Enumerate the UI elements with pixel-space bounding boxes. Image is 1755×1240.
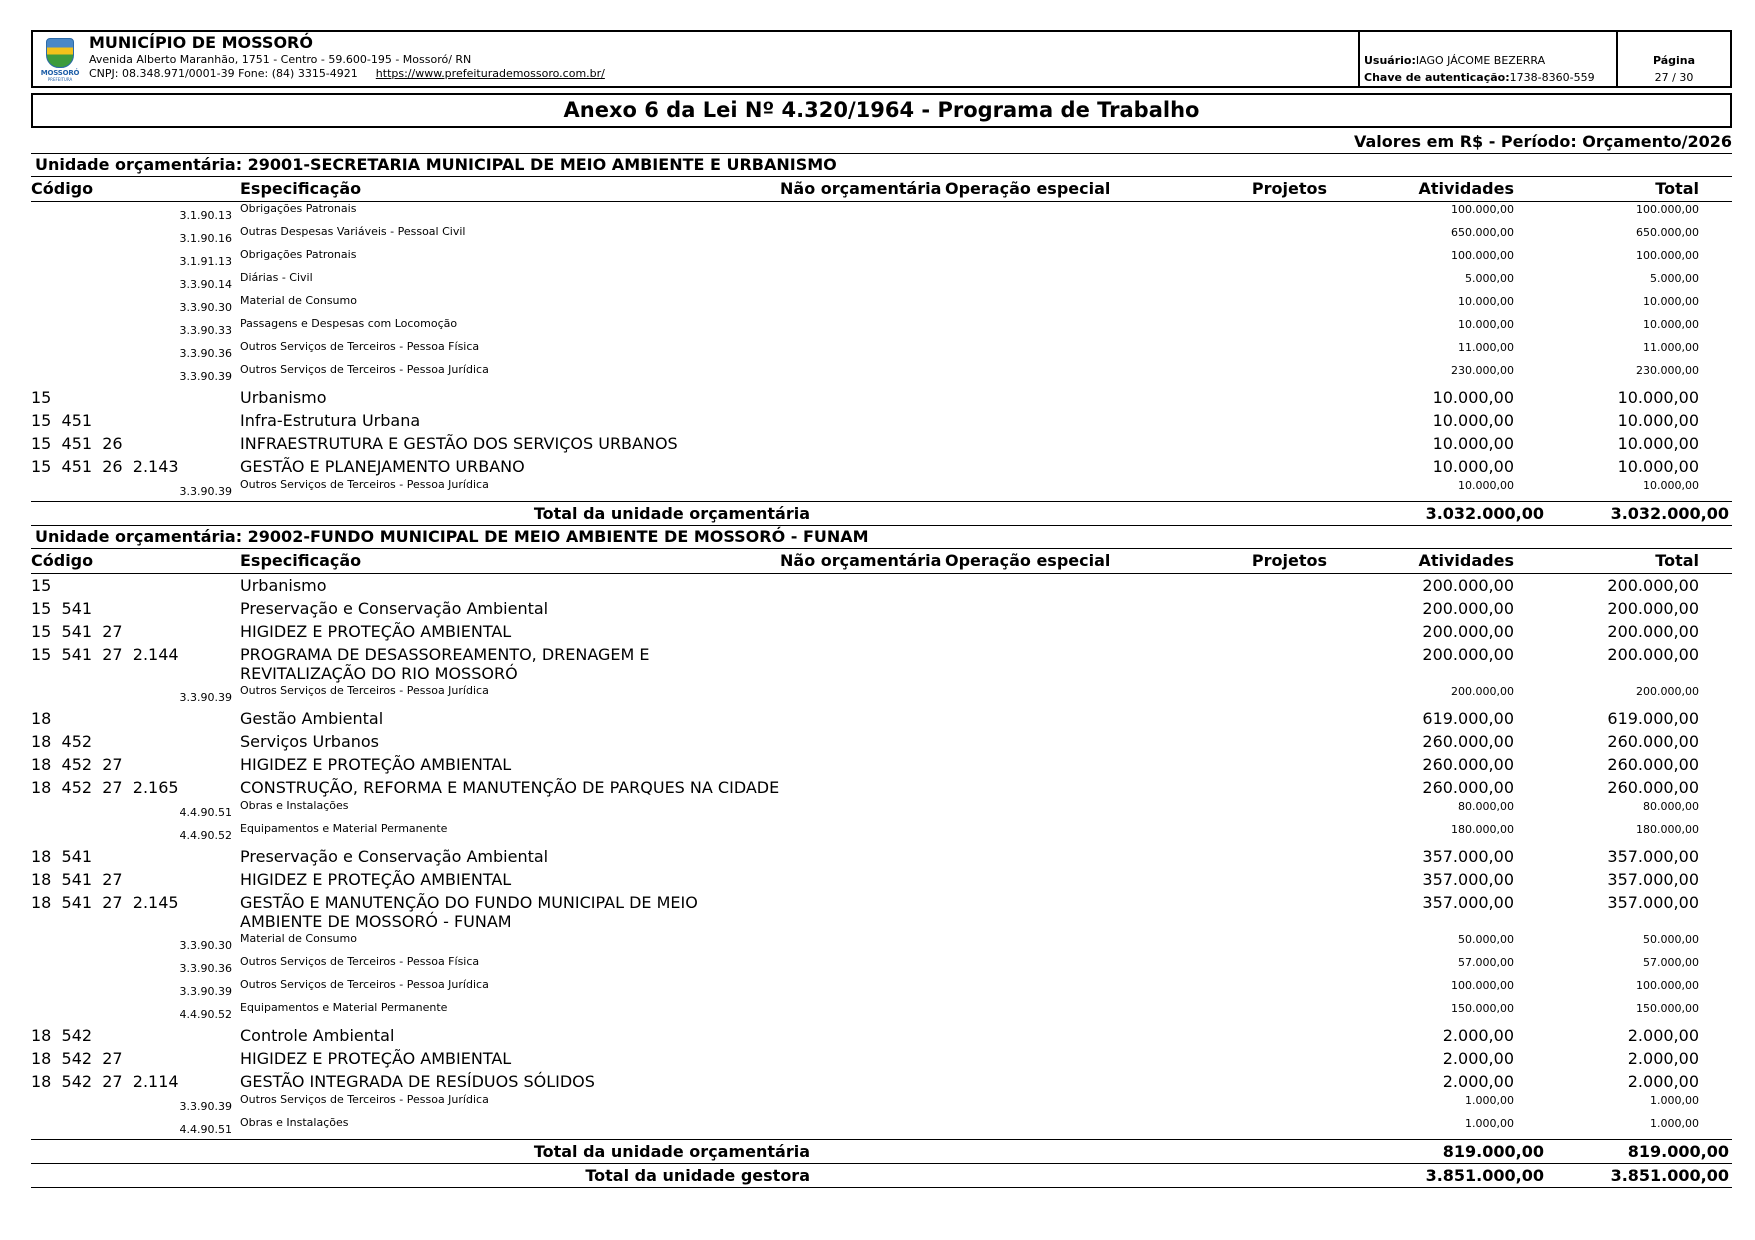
row-atividades: 10.000,00	[1432, 388, 1514, 407]
row-atividades: 357.000,00	[1422, 893, 1514, 912]
row-total: 200.000,00	[1636, 685, 1699, 698]
report-page	[31, 30, 1732, 1188]
report-header	[31, 30, 1732, 88]
program-row	[31, 1024, 1732, 1047]
program-row	[31, 707, 1732, 730]
program-row	[31, 730, 1732, 753]
program-row	[31, 1047, 1732, 1070]
row-specification: INFRAESTRUTURA E GESTÃO DOS SERVIÇOS URBANOS	[240, 434, 678, 453]
row-total: 1.000,00	[1650, 1094, 1699, 1107]
column-header-op-esp: Operação especial	[945, 551, 1111, 570]
row-total: 10.000,00	[1617, 388, 1699, 407]
row-code: 15	[31, 576, 52, 595]
expense-element-row	[31, 248, 1732, 271]
page-label: Página	[1652, 54, 1696, 67]
row-total: 10.000,00	[1643, 318, 1699, 331]
expense-element-row	[31, 822, 1732, 845]
expense-element-row	[31, 978, 1732, 1001]
row-atividades: 2.000,00	[1442, 1026, 1514, 1045]
row-code: 3.3.90.39	[179, 985, 232, 998]
row-total: 10.000,00	[1617, 457, 1699, 476]
row-total: 150.000,00	[1636, 1002, 1699, 1015]
page-info	[1616, 32, 1730, 86]
row-specification: Outros Serviços de Terceiros - Pessoa Física	[240, 340, 480, 353]
program-row	[31, 597, 1732, 620]
row-code: 3.3.90.30	[179, 939, 232, 952]
coat-of-arms-icon	[46, 38, 74, 68]
row-specification: Outros Serviços de Terceiros - Pessoa Jurídica	[240, 363, 489, 376]
row-specification: Diárias - Civil	[240, 271, 313, 284]
expense-element-row	[31, 1001, 1732, 1024]
unit-total-row	[31, 501, 1732, 525]
row-atividades: 57.000,00	[1458, 956, 1514, 969]
row-specification: Serviços Urbanos	[240, 732, 380, 751]
row-code: 18 541 27 2.145	[31, 893, 179, 912]
row-specification: Outros Serviços de Terceiros - Pessoa Jurídica	[240, 978, 489, 991]
row-total: 100.000,00	[1636, 249, 1699, 262]
row-specification: Preservação e Conservação Ambiental	[240, 599, 549, 618]
row-atividades: 80.000,00	[1458, 800, 1514, 813]
logo-text: MOSSORÓ	[40, 69, 80, 77]
expense-element-row	[31, 684, 1732, 707]
row-code: 3.3.90.39	[179, 485, 232, 498]
row-code: 3.3.90.39	[179, 691, 232, 704]
row-code: 18 541	[31, 847, 93, 866]
expense-element-row	[31, 340, 1732, 363]
row-total: 200.000,00	[1607, 645, 1699, 664]
row-code: 18 452 27 2.165	[31, 778, 179, 797]
cnpj-phone: CNPJ: 08.348.971/0001-39 Fone: (84) 3315-4921	[89, 66, 358, 80]
row-code: 3.3.90.39	[179, 1100, 232, 1113]
row-code: 15 541 27 2.144	[31, 645, 179, 664]
row-atividades: 50.000,00	[1458, 933, 1514, 946]
row-total: 11.000,00	[1643, 341, 1699, 354]
row-specification: HIGIDEZ E PROTEÇÃO AMBIENTAL	[240, 755, 512, 774]
unit-total-row	[31, 1139, 1732, 1163]
row-specification: HIGIDEZ E PROTEÇÃO AMBIENTAL	[240, 1049, 512, 1068]
unit-total-atividades: 819.000,00	[1442, 1142, 1544, 1161]
column-header-code: Código	[31, 551, 94, 570]
row-code: 18 452 27	[31, 755, 123, 774]
row-code: 3.3.90.33	[179, 324, 232, 337]
program-row	[31, 776, 1732, 799]
row-total: 357.000,00	[1607, 847, 1699, 866]
row-code: 3.3.90.36	[179, 962, 232, 975]
row-specification: Passagens e Despesas com Locomoção	[240, 317, 458, 330]
row-code: 3.1.90.16	[179, 232, 232, 245]
unit-total-total: 3.032.000,00	[1610, 504, 1729, 523]
row-specification: HIGIDEZ E PROTEÇÃO AMBIENTAL	[240, 870, 512, 889]
row-atividades: 10.000,00	[1432, 411, 1514, 430]
row-atividades: 357.000,00	[1422, 870, 1514, 889]
program-row	[31, 455, 1732, 478]
row-atividades: 1.000,00	[1465, 1117, 1514, 1130]
gestora-total-row	[31, 1163, 1732, 1188]
row-specification: GESTÃO INTEGRADA DE RESÍDUOS SÓLIDOS	[240, 1072, 595, 1091]
org-info	[33, 32, 1358, 86]
row-code: 4.4.90.51	[179, 806, 232, 819]
row-atividades: 10.000,00	[1458, 479, 1514, 492]
row-total: 200.000,00	[1607, 599, 1699, 618]
row-atividades: 5.000,00	[1465, 272, 1514, 285]
program-row	[31, 643, 1732, 684]
expense-element-row	[31, 1116, 1732, 1139]
row-specification: Controle Ambiental	[240, 1026, 395, 1045]
row-atividades: 100.000,00	[1451, 203, 1514, 216]
row-code: 3.1.90.13	[179, 209, 232, 222]
unit-total-label: Total da unidade orçamentária	[533, 1142, 810, 1161]
expense-element-row	[31, 294, 1732, 317]
row-specification: Material de Consumo	[240, 932, 357, 945]
column-headers	[31, 548, 1732, 574]
row-total: 10.000,00	[1617, 411, 1699, 430]
gestora-total-total: 3.851.000,00	[1610, 1166, 1729, 1185]
page-number: 27 / 30	[1654, 71, 1694, 85]
row-code: 15	[31, 388, 52, 407]
row-atividades: 10.000,00	[1458, 318, 1514, 331]
column-header-projetos: Projetos	[1251, 179, 1327, 198]
row-atividades: 10.000,00	[1458, 295, 1514, 308]
row-code: 4.4.90.52	[179, 829, 232, 842]
row-code: 4.4.90.52	[179, 1008, 232, 1021]
row-atividades: 100.000,00	[1451, 249, 1514, 262]
column-header-spec: Especificação	[240, 551, 362, 570]
row-code: 3.3.90.14	[179, 278, 232, 291]
row-total: 100.000,00	[1636, 203, 1699, 216]
row-code: 3.3.90.39	[179, 370, 232, 383]
column-header-op-esp: Operação especial	[945, 179, 1111, 198]
row-code: 18 542 27	[31, 1049, 123, 1068]
row-specification: Urbanismo	[240, 576, 327, 595]
program-row	[31, 409, 1732, 432]
unit-heading: Unidade orçamentária: 29002-FUNDO MUNICIPAL DE MEIO AMBIENTE DE MOSSORÓ - FUNAM	[31, 525, 1732, 548]
gestora-total-label: Total da unidade gestora	[585, 1166, 810, 1185]
report-title: Anexo 6 da Lei Nº 4.320/1964 - Programa de Trabalho	[31, 93, 1732, 128]
unit-heading: Unidade orçamentária: 29001-SECRETARIA MUNICIPAL DE MEIO AMBIENTE E URBANISMO	[31, 153, 1732, 176]
row-code: 15 541	[31, 599, 93, 618]
column-header-atividades: Atividades	[1418, 551, 1514, 570]
row-code: 15 541 27	[31, 622, 123, 641]
row-total: 230.000,00	[1636, 364, 1699, 377]
org-address: Avenida Alberto Maranhão, 1751 - Centro - 59.600-195 - Mossoró/ RN	[89, 52, 472, 66]
row-total: 260.000,00	[1607, 732, 1699, 751]
row-atividades: 100.000,00	[1451, 979, 1514, 992]
program-row	[31, 753, 1732, 776]
row-specification: Material de Consumo	[240, 294, 357, 307]
row-total: 200.000,00	[1607, 622, 1699, 641]
gestora-total-atividades: 3.851.000,00	[1425, 1166, 1544, 1185]
row-total: 10.000,00	[1643, 295, 1699, 308]
row-atividades: 357.000,00	[1422, 847, 1514, 866]
user-value: IAGO JÁCOME BEZERRA	[1415, 54, 1546, 67]
row-code: 3.3.90.36	[179, 347, 232, 360]
row-code: 15 451 26	[31, 434, 123, 453]
row-total: 80.000,00	[1643, 800, 1699, 813]
row-atividades: 1.000,00	[1465, 1094, 1514, 1107]
expense-element-row	[31, 478, 1732, 501]
user-info	[1358, 32, 1616, 86]
budget-units	[31, 153, 1732, 1163]
website-link[interactable]: https://www.prefeiturademossoro.com.br/	[375, 66, 605, 80]
row-specification: Equipamentos e Material Permanente	[240, 1001, 448, 1014]
program-row	[31, 891, 1732, 932]
user-label: Usuário:	[1364, 54, 1416, 67]
column-header-spec: Especificação	[240, 179, 362, 198]
municipality-logo	[37, 34, 83, 86]
row-specification: GESTÃO E PLANEJAMENTO URBANO	[240, 457, 525, 476]
row-total: 260.000,00	[1607, 778, 1699, 797]
row-specification: Outros Serviços de Terceiros - Pessoa Jurídica	[240, 1093, 489, 1106]
auth-key-value: 1738-8360-559	[1509, 71, 1595, 85]
column-header-total: Total	[1655, 551, 1699, 570]
period-label: Valores em R$ - Período: Orçamento/2026	[1353, 132, 1732, 151]
row-atividades: 11.000,00	[1458, 341, 1514, 354]
row-total: 2.000,00	[1627, 1026, 1699, 1045]
row-atividades: 2.000,00	[1442, 1072, 1514, 1091]
column-header-total: Total	[1655, 179, 1699, 198]
row-code: 4.4.90.51	[179, 1123, 232, 1136]
row-code: 15 451	[31, 411, 93, 430]
program-row	[31, 386, 1732, 409]
row-total: 50.000,00	[1643, 933, 1699, 946]
row-code: 15 451 26 2.143	[31, 457, 179, 476]
row-total: 5.000,00	[1650, 272, 1699, 285]
expense-element-row	[31, 225, 1732, 248]
auth-key-label: Chave de autenticação:	[1364, 71, 1510, 85]
row-atividades: 200.000,00	[1422, 622, 1514, 641]
row-total: 200.000,00	[1607, 576, 1699, 595]
row-total: 357.000,00	[1607, 893, 1699, 912]
row-specification: Equipamentos e Material Permanente	[240, 822, 448, 835]
row-specification: Urbanismo	[240, 388, 327, 407]
row-total: 57.000,00	[1643, 956, 1699, 969]
row-code: 18 542 27 2.114	[31, 1072, 179, 1091]
row-atividades: 200.000,00	[1422, 576, 1514, 595]
expense-element-row	[31, 955, 1732, 978]
row-atividades: 2.000,00	[1442, 1049, 1514, 1068]
row-atividades: 150.000,00	[1451, 1002, 1514, 1015]
row-total: 260.000,00	[1607, 755, 1699, 774]
row-code: 3.1.91.13	[179, 255, 232, 268]
row-specification: Outras Despesas Variáveis - Pessoal Civil	[240, 225, 466, 238]
row-specification: Infra-Estrutura Urbana	[240, 411, 421, 430]
row-specification: CONSTRUÇÃO, REFORMA E MANUTENÇÃO DE PARQUES NA CIDADE	[240, 778, 780, 797]
column-header-nao-orc: Não orçamentária	[780, 551, 942, 570]
row-atividades: 260.000,00	[1422, 732, 1514, 751]
row-specification: Outros Serviços de Terceiros - Pessoa Jurídica	[240, 684, 489, 697]
row-specification: Obrigações Patronais	[240, 248, 357, 261]
column-header-code: Código	[31, 179, 94, 198]
org-name: MUNICÍPIO DE MOSSORÓ	[89, 33, 313, 52]
row-atividades: 619.000,00	[1422, 709, 1514, 728]
row-atividades: 260.000,00	[1422, 778, 1514, 797]
org-contact	[89, 68, 605, 80]
row-total: 100.000,00	[1636, 979, 1699, 992]
program-row	[31, 432, 1732, 455]
row-atividades: 200.000,00	[1422, 599, 1514, 618]
program-row	[31, 1070, 1732, 1093]
row-atividades: 200.000,00	[1451, 685, 1514, 698]
row-total: 2.000,00	[1627, 1049, 1699, 1068]
column-header-projetos: Projetos	[1251, 551, 1327, 570]
row-code: 18 542	[31, 1026, 93, 1045]
row-specification: Obras e Instalações	[240, 1116, 349, 1129]
expense-element-row	[31, 932, 1732, 955]
row-specification: Gestão Ambiental	[240, 709, 384, 728]
row-total: 619.000,00	[1607, 709, 1699, 728]
logo-subtext: PREFEITURA	[47, 77, 73, 82]
row-atividades: 10.000,00	[1432, 457, 1514, 476]
row-total: 10.000,00	[1643, 479, 1699, 492]
row-total: 1.000,00	[1650, 1117, 1699, 1130]
column-header-atividades: Atividades	[1418, 179, 1514, 198]
row-atividades: 200.000,00	[1422, 645, 1514, 664]
row-atividades: 230.000,00	[1451, 364, 1514, 377]
row-specification: Obras e Instalações	[240, 799, 349, 812]
program-row	[31, 845, 1732, 868]
column-headers	[31, 176, 1732, 202]
row-atividades: 180.000,00	[1451, 823, 1514, 836]
row-atividades: 650.000,00	[1451, 226, 1514, 239]
program-row	[31, 620, 1732, 643]
expense-element-row	[31, 317, 1732, 340]
expense-element-row	[31, 1093, 1732, 1116]
expense-element-row	[31, 799, 1732, 822]
expense-element-row	[31, 271, 1732, 294]
column-header-nao-orc: Não orçamentária	[780, 179, 942, 198]
row-specification: Preservação e Conservação Ambiental	[240, 847, 549, 866]
expense-element-row	[31, 202, 1732, 225]
row-specification: GESTÃO E MANUTENÇÃO DO FUNDO MUNICIPAL DE MEIO AMBIENTE DE MOSSORÓ - FUNAM	[240, 893, 698, 931]
row-code: 18 452	[31, 732, 93, 751]
expense-element-row	[31, 363, 1732, 386]
program-row	[31, 868, 1732, 891]
row-specification: Obrigações Patronais	[240, 202, 357, 215]
row-specification: Outros Serviços de Terceiros - Pessoa Jurídica	[240, 478, 489, 491]
row-specification: HIGIDEZ E PROTEÇÃO AMBIENTAL	[240, 622, 512, 641]
row-code: 3.3.90.30	[179, 301, 232, 314]
unit-total-atividades: 3.032.000,00	[1425, 504, 1544, 523]
row-total: 10.000,00	[1617, 434, 1699, 453]
program-row	[31, 574, 1732, 597]
row-total: 357.000,00	[1607, 870, 1699, 889]
row-total: 650.000,00	[1636, 226, 1699, 239]
row-atividades: 10.000,00	[1432, 434, 1514, 453]
row-total: 2.000,00	[1627, 1072, 1699, 1091]
row-total: 180.000,00	[1636, 823, 1699, 836]
row-specification: PROGRAMA DE DESASSOREAMENTO, DRENAGEM E REVITALIZAÇÃO DO RIO MOSSORÓ	[240, 645, 650, 683]
unit-total-total: 819.000,00	[1627, 1142, 1729, 1161]
row-code: 18 541 27	[31, 870, 123, 889]
row-code: 18	[31, 709, 52, 728]
row-specification: Outros Serviços de Terceiros - Pessoa Física	[240, 955, 480, 968]
row-atividades: 260.000,00	[1422, 755, 1514, 774]
unit-total-label: Total da unidade orçamentária	[533, 504, 810, 523]
